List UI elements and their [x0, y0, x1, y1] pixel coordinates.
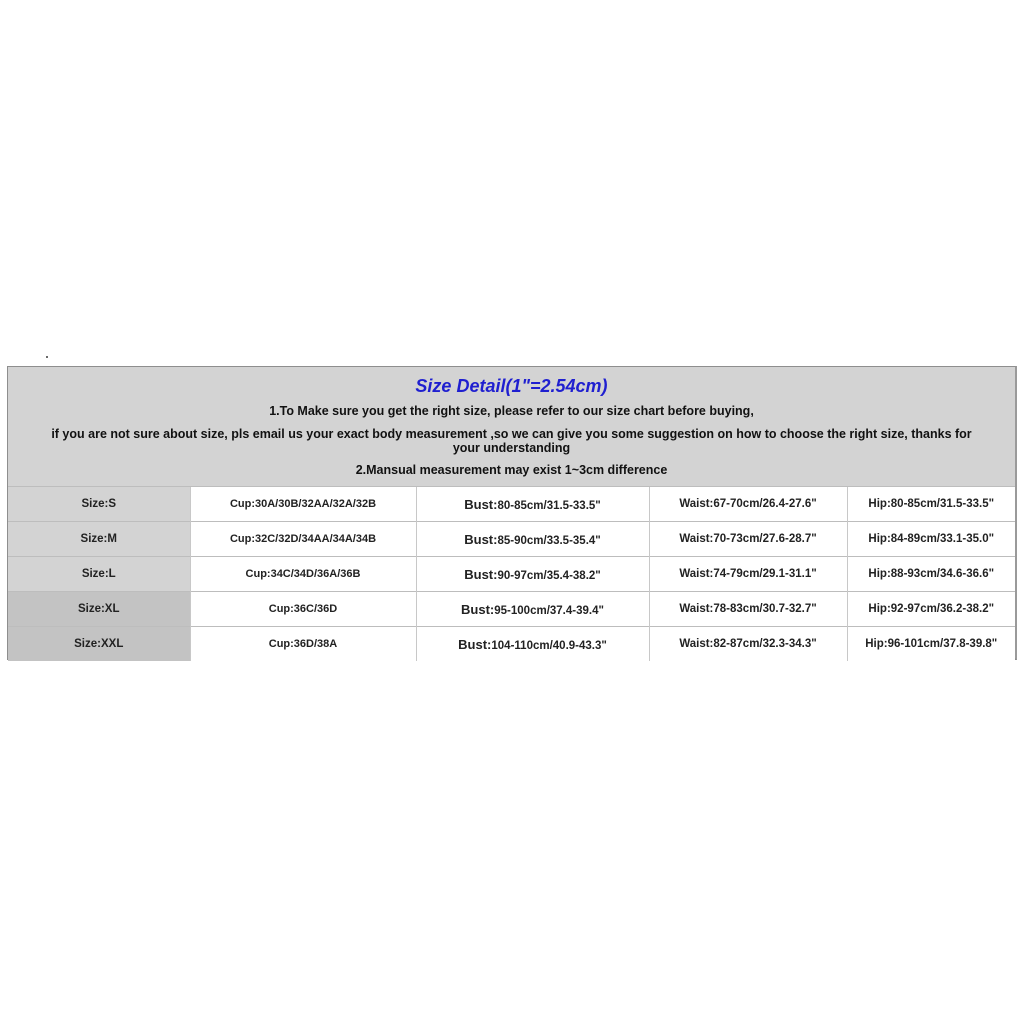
bust-label: Bust: [464, 496, 498, 512]
bust-cell [416, 592, 649, 627]
hip-cell: Hip:80-85cm/31.5-33.5" [847, 487, 1015, 522]
bust-value: 85-90cm/33.5-35.4" [497, 534, 601, 547]
size-label: Size:L [8, 557, 190, 592]
bust-value: 104-110cm/40.9-43.3" [491, 639, 607, 652]
waist-cell: Waist:70-73cm/27.6-28.7" [649, 522, 847, 557]
table-row [8, 592, 1015, 627]
bust-value: 95-100cm/37.4-39.4" [494, 604, 604, 617]
hip-cell: Hip:84-89cm/33.1-35.0" [847, 522, 1015, 557]
size-label: Size:S [8, 487, 190, 522]
size-label: Size:XL [8, 592, 190, 627]
waist-cell: Waist:82-87cm/32.3-34.3" [649, 627, 847, 662]
waist-cell: Waist:67-70cm/26.4-27.6" [649, 487, 847, 522]
size-label: Size:M [8, 522, 190, 557]
table-row [8, 627, 1015, 662]
bust-label: Bust: [461, 601, 495, 617]
cup-cell: Cup:34C/34D/36A/36B [190, 557, 416, 592]
size-table [8, 486, 1015, 661]
hip-cell: Hip:88-93cm/34.6-36.6" [847, 557, 1015, 592]
waist-cell: Waist:74-79cm/29.1-31.1" [649, 557, 847, 592]
hip-cell: Hip:92-97cm/36.2-38.2" [847, 592, 1015, 627]
size-note-2: 2.Mansual measurement may exist 1~3cm difference [355, 463, 668, 477]
size-note-email: if you are not sure about size, pls email us your exact body measurement ,so we can give you some suggestion on how to choose the right size, thanks for your understanding [51, 427, 972, 455]
waist-cell: Waist:78-83cm/30.7-32.7" [649, 592, 847, 627]
bust-cell [416, 627, 649, 662]
cup-cell: Cup:36D/38A [190, 627, 416, 662]
size-chart-title: Size Detail(1"=2.54cm) [415, 376, 608, 396]
bust-label: Bust: [464, 531, 498, 547]
bust-cell [416, 487, 649, 522]
stray-dot [46, 356, 48, 358]
hip-cell: Hip:96-101cm/37.8-39.8" [847, 627, 1015, 662]
size-chart [7, 366, 1017, 660]
bust-cell [416, 557, 649, 592]
bust-label: Bust: [458, 636, 492, 652]
size-note-1: 1.To Make sure you get the right size, please refer to our size chart before buying, [269, 404, 754, 418]
size-chart-header [8, 367, 1015, 486]
table-row [8, 487, 1015, 522]
bust-value: 80-85cm/31.5-33.5" [497, 499, 601, 512]
table-row [8, 522, 1015, 557]
size-label: Size:XXL [8, 627, 190, 662]
cup-cell: Cup:36C/36D [190, 592, 416, 627]
cup-cell: Cup:32C/32D/34AA/34A/34B [190, 522, 416, 557]
bust-label: Bust: [464, 566, 498, 582]
cup-cell: Cup:30A/30B/32AA/32A/32B [190, 487, 416, 522]
bust-value: 90-97cm/35.4-38.2" [497, 569, 601, 582]
bust-cell [416, 522, 649, 557]
table-row [8, 557, 1015, 592]
